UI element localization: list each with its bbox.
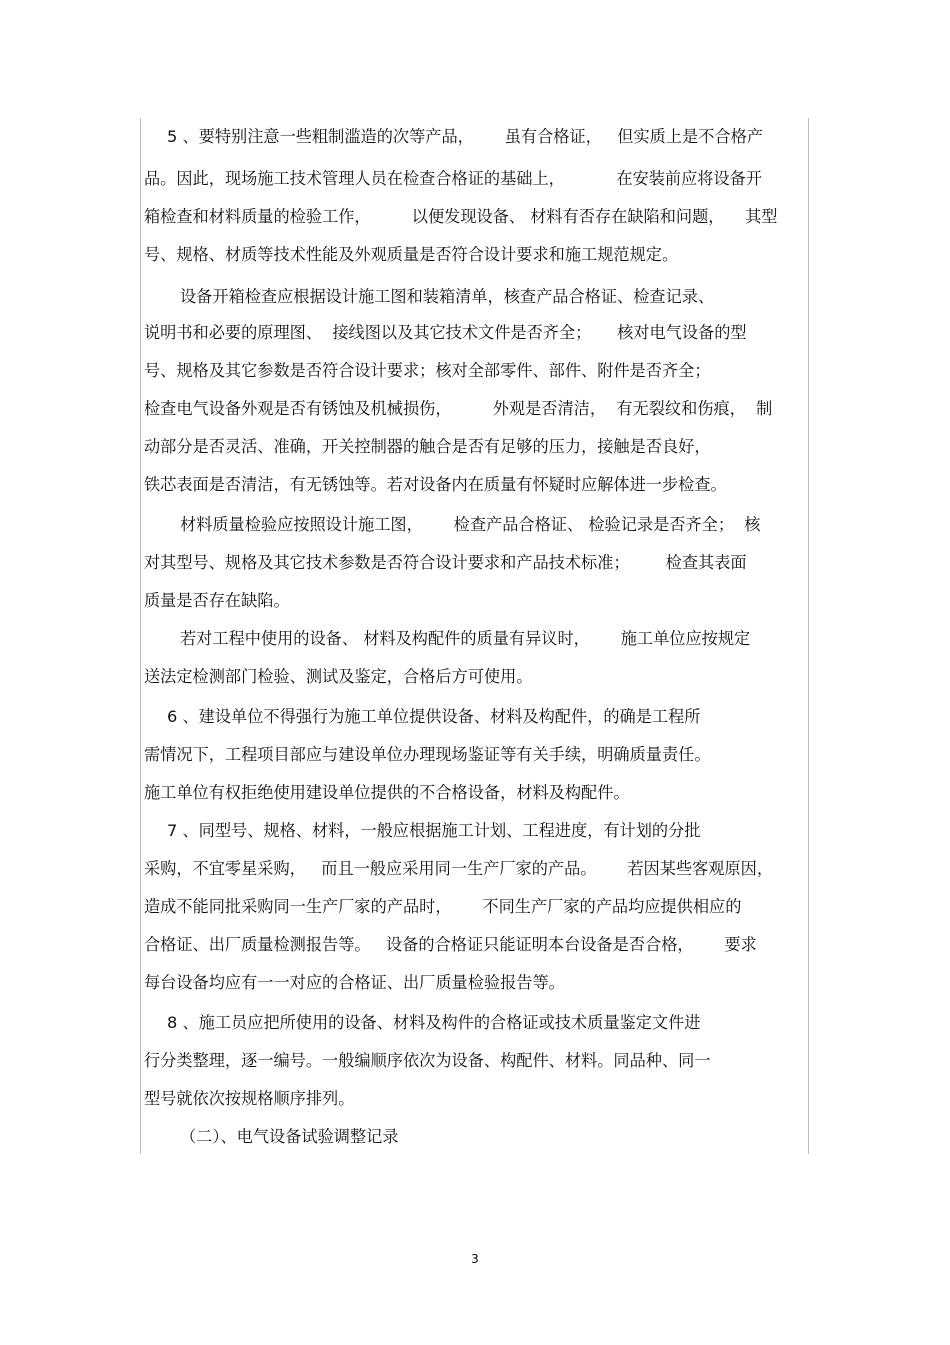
text-line: 型号就依次按规格顺序排列。 (144, 1089, 355, 1108)
text-line: 材料质量检验应按照设计施工图， 检查产品合格证、 检验记录是否齐全； 核 (180, 515, 761, 534)
text-line: 号、规格、材质等技术性能及外观质量是否符合设计要求和施工规范规定。 (144, 245, 679, 264)
text-line: 对其型号、规格及其它技术参数是否符合设计要求和产品技术标准； 检查其表面 (144, 553, 747, 572)
text-line: 设备开箱检查应根据设计施工图和装箱清单，核查产品合格证、检查记录、 (180, 287, 715, 306)
text-line: 动部分是否灵活、准确，开关控制器的触合是否有足够的压力，接触是否良好， (144, 437, 711, 456)
text-line: 品。因此，现场施工技术管理人员在检查合格证的基础上， 在安装前应将设备开 (144, 169, 763, 188)
text-line: 造成不能同批采购同一生产厂家的产品时， 不同生产厂家的产品均应提供相应的 (144, 897, 742, 916)
text-line: 合格证、出厂质量检测报告等。 设备的合格证只能证明本台设备是否合格， 要求 (144, 935, 757, 954)
text-line: 5 、要特别注意一些粗制滥造的次等产品， 虽有合格证， 但实质上是不合格产 (167, 127, 763, 146)
text-line: 6 、建设单位不得强行为施工单位提供设备、材料及构配件，的确是工程所 (167, 707, 701, 726)
text-line: 箱检查和材料质量的检验工作， 以便发现设备、 材料有否存在缺陷和问题， 其型 (144, 207, 778, 226)
text-line: 若对工程中使用的设备、 材料及构配件的质量有异议时， 施工单位应按规定 (180, 629, 751, 648)
text-line: 采购，不宜零星采购， 而且一般应采用同一生产厂家的产品。 若因某些客观原因， (144, 859, 774, 878)
text-line: 施工单位有权拒绝使用建设单位提供的不合格设备，材料及构配件。 (144, 783, 630, 802)
text-line: 每台设备均应有一一对应的合格证、出厂质量检验报告等。 (144, 973, 565, 992)
section-heading: （二）、电气设备试验调整记录 (180, 1127, 399, 1146)
text-line: 号、规格及其它参数是否符合设计要求；核对全部零件、部件、附件是否齐全； (144, 361, 711, 380)
text-line: 检查电气设备外观是否有锈蚀及机械损伤， 外观是否清洁， 有无裂纹和伤痕， 制 (144, 399, 773, 418)
text-line: 需情况下，工程项目部应与建设单位办理现场鉴证等有关手续，明确质量责任。 (144, 745, 711, 764)
text-line: 行分类整理，逐一编号。一般编顺序依次为设备、构配件、材料。同品种、同一 (144, 1051, 711, 1070)
text-line: 7 、同型号、规格、材料，一般应根据施工计划、工程进度，有计划的分批 (167, 821, 701, 840)
left-margin-rule (140, 118, 141, 1154)
text-line: 质量是否存在缺陷。 (144, 591, 290, 610)
text-line: 说明书和必要的原理图、 接线图以及其它技术文件是否齐全； 核对电气设备的型 (144, 323, 747, 342)
text-line: 送法定检测部门检验、测试及鉴定，合格后方可使用。 (144, 667, 533, 686)
right-margin-rule (808, 118, 809, 1154)
page-number: 3 (471, 1252, 479, 1266)
text-line: 铁芯表面是否清洁，有无锈蚀等。若对设备内在质量有怀疑时应解体进一步检查。 (144, 475, 727, 494)
text-line: 8 、施工员应把所使用的设备、材料及构件的合格证或技术质量鉴定文件进 (167, 1013, 701, 1032)
